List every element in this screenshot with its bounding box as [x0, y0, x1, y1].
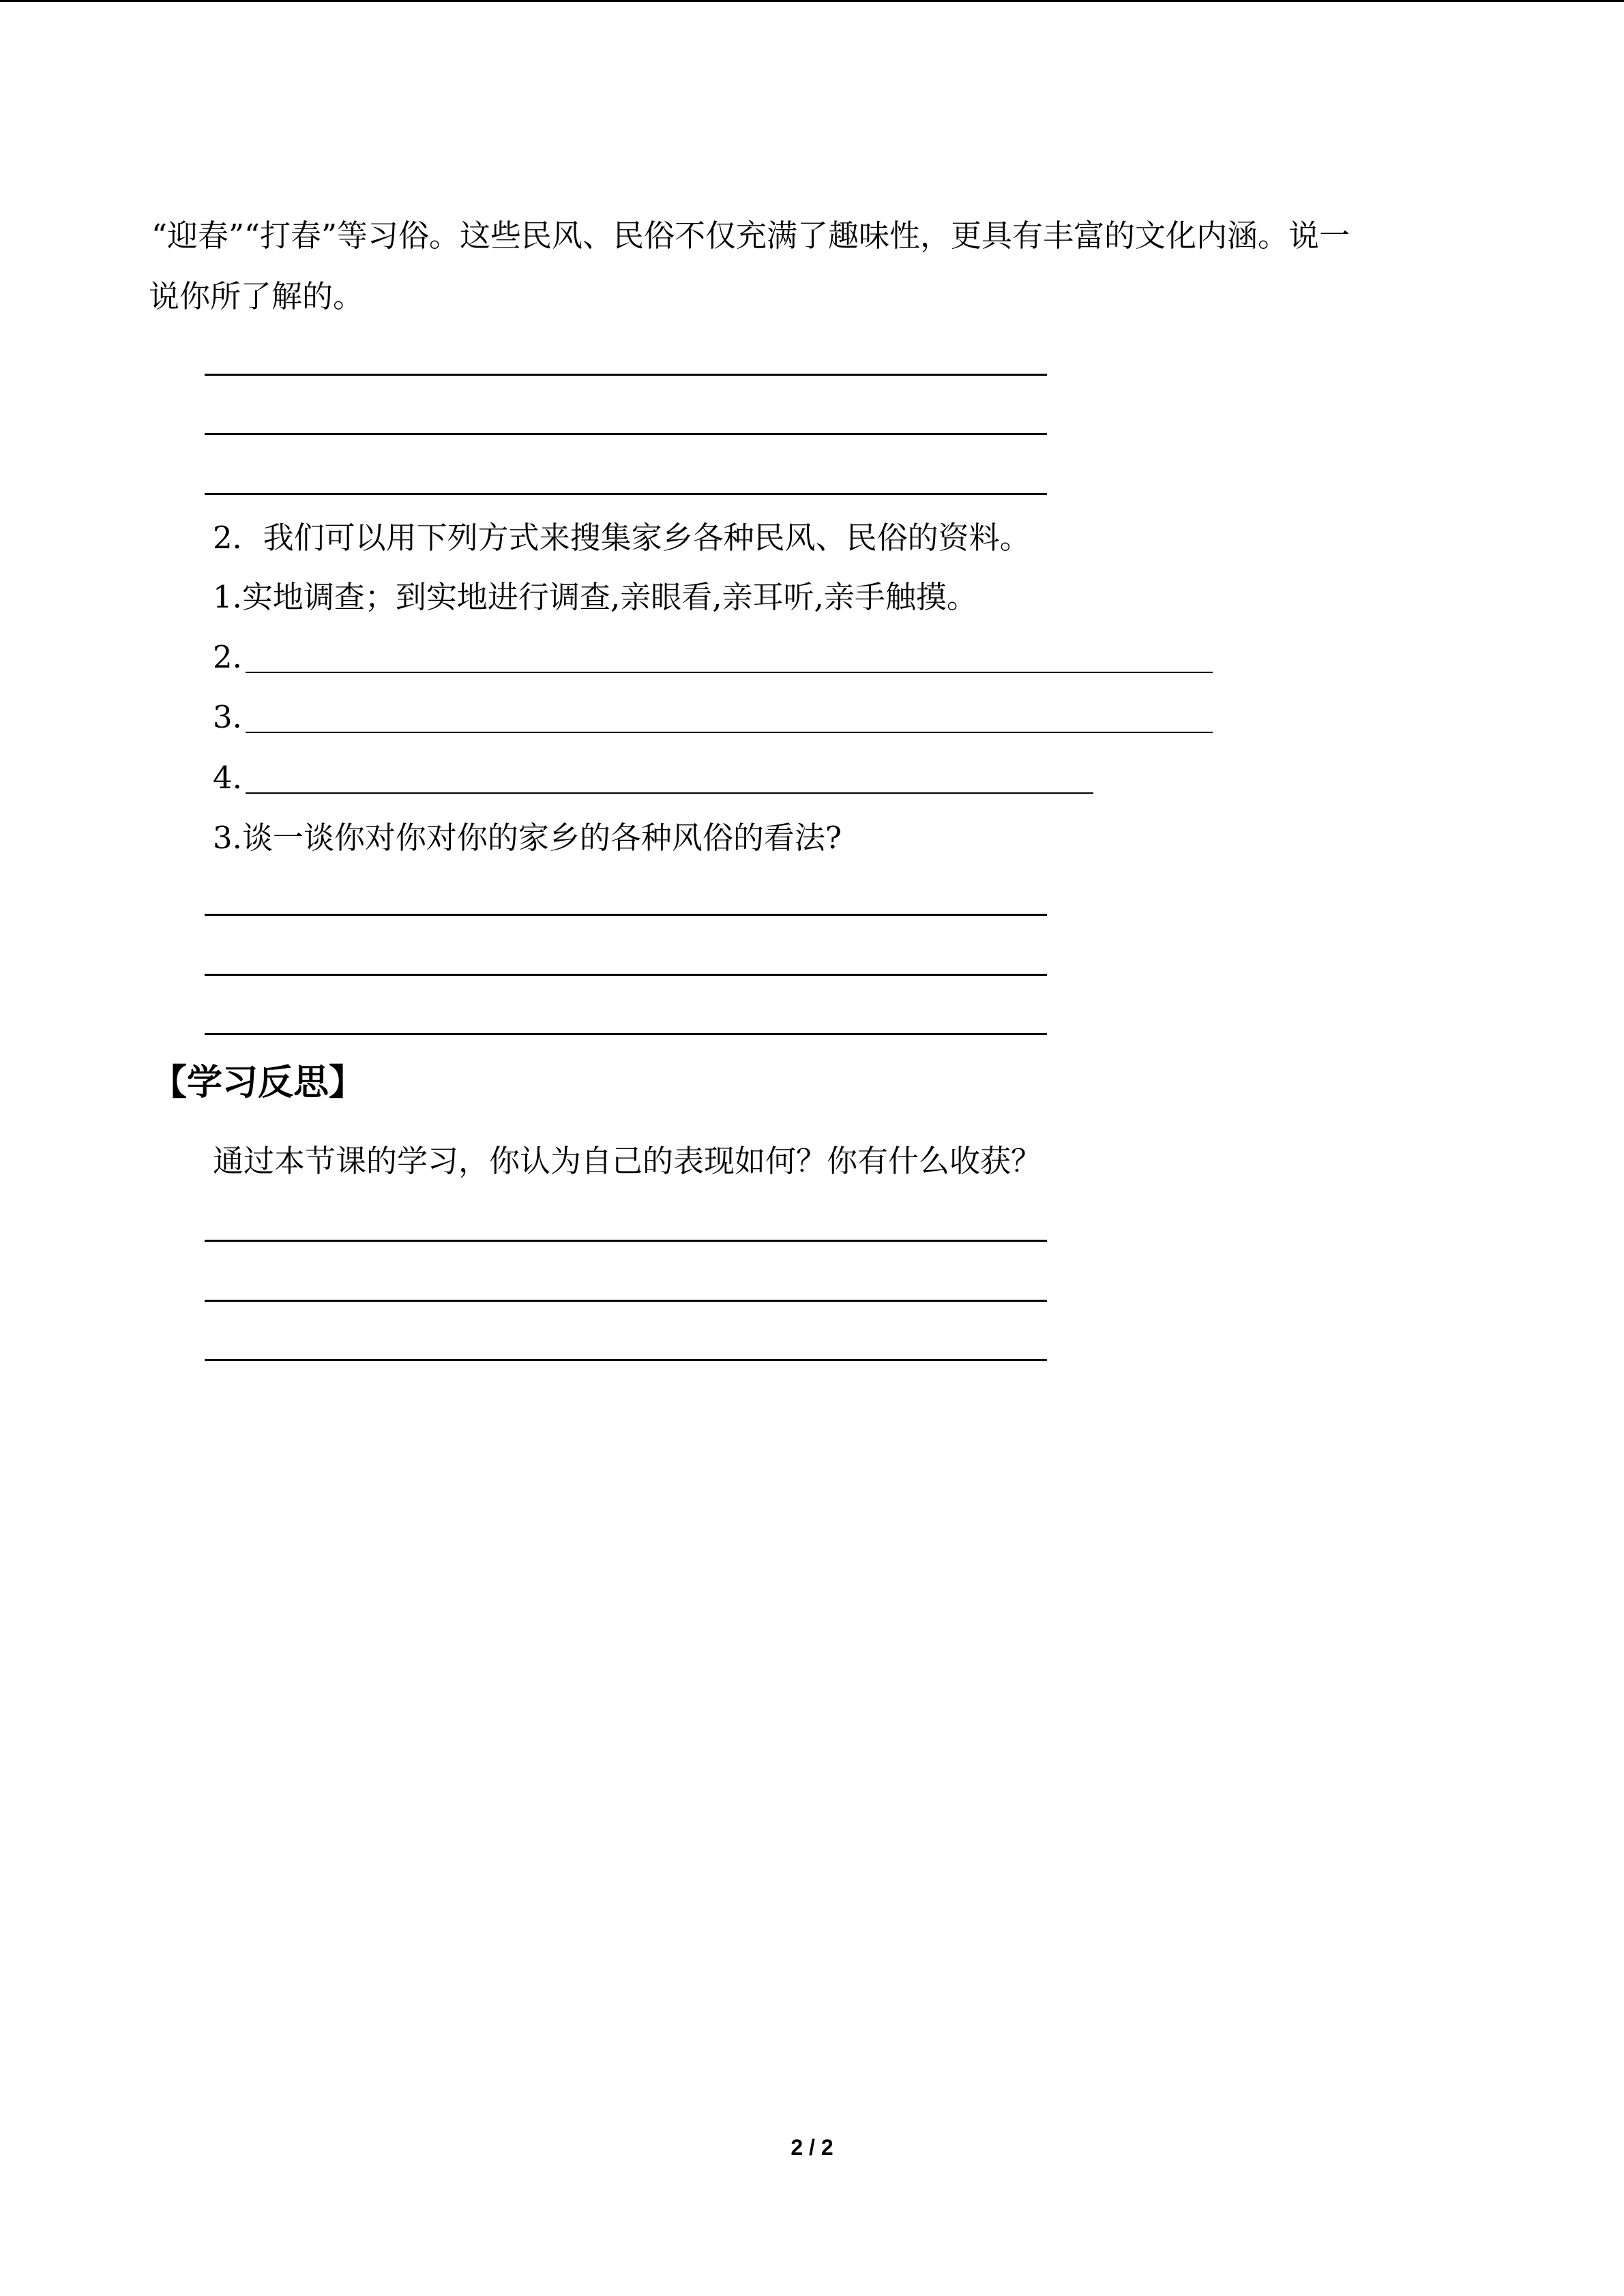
question-2-prompt: 2．我们可以用下列方式来搜集家乡各种民风、民俗的资料。 [213, 520, 1031, 556]
answer-line[interactable] [205, 1300, 1047, 1302]
answer-line[interactable] [205, 1240, 1047, 1242]
fill-in-line[interactable] [246, 672, 1213, 673]
answer-line[interactable] [205, 914, 1047, 916]
collection-method-item-1: 1.实地调查；到实地进行调查,亲眼看,亲耳听,亲手触摸。 [213, 579, 977, 615]
answer-line[interactable] [205, 974, 1047, 976]
answer-line[interactable] [205, 493, 1047, 495]
reflection-prompt: 通过本节课的学习，你认为自己的表现如何？你有什么收获？ [213, 1143, 1042, 1179]
collection-method-item-4: 4. [213, 760, 242, 796]
intro-text-line-2: 说你所了解的。 [149, 278, 364, 314]
answer-line[interactable] [205, 1359, 1047, 1361]
fill-in-line[interactable] [246, 732, 1213, 733]
intro-text-line-1: “迎春”“打春”等习俗。这些民风、民俗不仅充满了趣味性，更具有丰富的文化内涵。说一 [151, 218, 1350, 254]
section-heading-reflection: 【学习反思】 [151, 1062, 365, 1103]
collection-method-item-3: 3. [213, 699, 242, 735]
answer-line[interactable] [205, 1033, 1047, 1035]
answer-line[interactable] [205, 374, 1047, 376]
question-3-prompt: 3.谈一谈你对你对你的家乡的各种风俗的看法? [213, 820, 842, 856]
page-number: 2 / 2 [791, 2135, 833, 2160]
collection-method-item-2: 2. [213, 639, 242, 675]
fill-in-line[interactable] [246, 792, 1093, 794]
answer-line[interactable] [205, 433, 1047, 435]
